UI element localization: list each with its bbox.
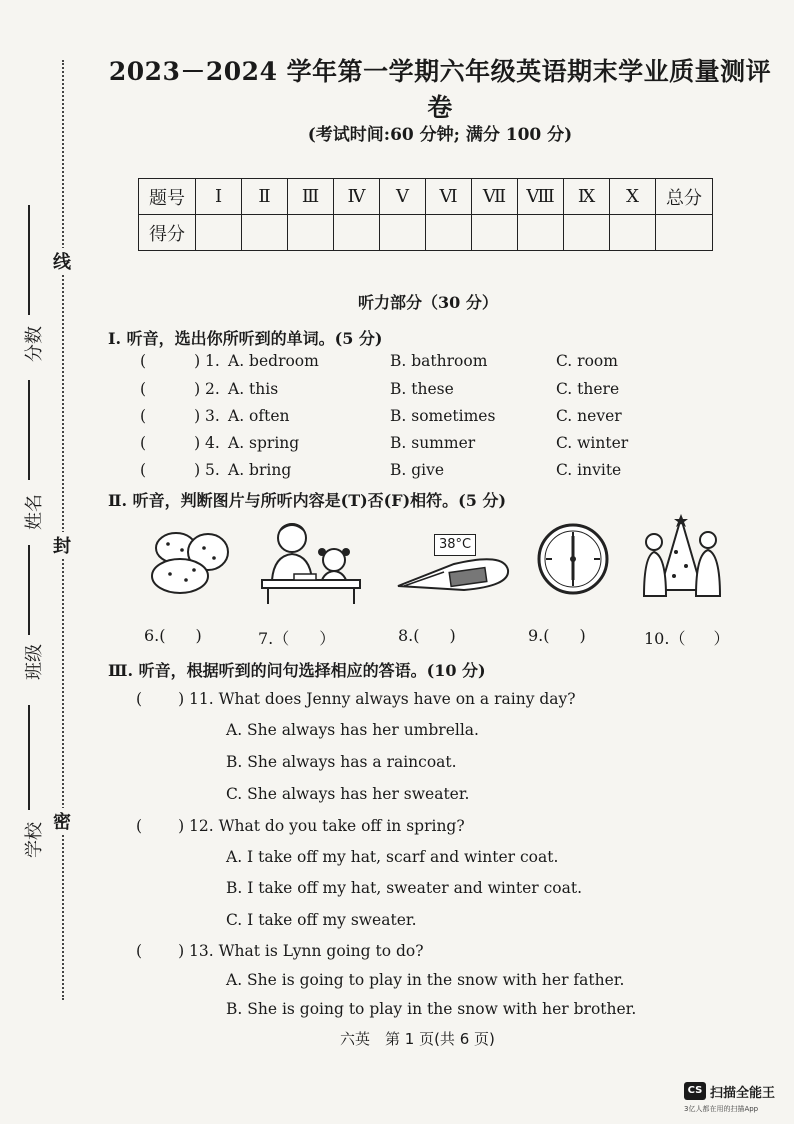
exam-title: 2023－2024 学年第一学期六年级英语期末学业质量测评卷 [108, 57, 772, 122]
option-a: A. She always has her umbrella. [226, 721, 479, 739]
section-2-heading: Ⅱ. 听音，判断图片与所听内容是(T)否(F)相符。(5 分) [108, 491, 507, 510]
option-a: A. bedroom [228, 352, 319, 370]
teacher-and-girl-image [258, 518, 364, 606]
score-cell[interactable] [472, 215, 518, 251]
option-c: C. invite [556, 461, 622, 479]
option-b: B. bathroom [390, 352, 488, 370]
answer-7[interactable]: 7.（ ） [258, 629, 336, 648]
table-cell: Ⅰ [196, 179, 242, 215]
score-cell[interactable] [196, 215, 242, 251]
answer-8[interactable]: 8.( ) [398, 626, 456, 645]
table-cell: Ⅵ [426, 179, 472, 215]
table-cell: 得分 [139, 215, 196, 251]
camscanner-name: 扫描全能王 [710, 1086, 776, 1101]
score-cell[interactable] [288, 215, 334, 251]
table-cell: 总分 [656, 179, 713, 215]
score-table-score-row [139, 215, 713, 251]
answer-9[interactable]: 9.( ) [528, 626, 586, 645]
score-cell[interactable] [656, 215, 713, 251]
option-b: B. I take off my hat, sweater and winter coat. [226, 879, 583, 897]
table-cell: Ⅱ [242, 179, 288, 215]
seal-char-xian: 线 [53, 248, 71, 274]
score-cell[interactable] [610, 215, 656, 251]
listening-title: 听力部分（30 分） [358, 293, 498, 312]
binding-margin [0, 0, 100, 1124]
table-cell: Ⅸ [564, 179, 610, 215]
list-item: ( ) 4. [140, 434, 220, 452]
table-cell: Ⅷ [518, 179, 564, 215]
score-cell[interactable] [380, 215, 426, 251]
class-label: 班级 [24, 644, 45, 680]
answer-10[interactable]: 10.（ ） [644, 629, 730, 648]
christmas-tree-image [640, 512, 722, 602]
potatoes-image [146, 528, 234, 598]
question-12: ( ) 12. What do you take off in spring? [136, 817, 465, 835]
name-label: 姓名 [24, 494, 45, 530]
option-a: A. I take off my hat, scarf and winter coat. [226, 848, 559, 866]
name-blank[interactable] [28, 380, 30, 480]
table-cell: Ⅲ [288, 179, 334, 215]
school-label: 学校 [24, 822, 45, 858]
score-blank[interactable] [28, 205, 30, 315]
seal-char-mi: 密 [53, 808, 71, 834]
option-a: A. bring [228, 461, 292, 479]
exam-subtitle: (考试时间:60 分钟; 满分 100 分) [307, 125, 573, 145]
score-cell[interactable] [518, 215, 564, 251]
camscanner-logo: CS [684, 1082, 706, 1100]
camscanner-slogan: 3亿人都在用的扫描App [684, 1105, 759, 1113]
score-table [138, 178, 713, 251]
score-cell[interactable] [334, 215, 380, 251]
option-b: B. these [390, 380, 454, 398]
section-3-heading: Ⅲ. 听音，根据听到的问句选择相应的答语。(10 分) [108, 661, 486, 680]
class-blank[interactable] [28, 545, 30, 635]
thermometer-icon [394, 556, 512, 600]
option-b: B. She is going to play in the snow with her brother. [226, 1000, 637, 1018]
table-cell: Ⅳ [334, 179, 380, 215]
table-cell: Ⅹ [610, 179, 656, 215]
list-item: ( ) 3. [140, 407, 220, 425]
score-cell[interactable] [242, 215, 288, 251]
score-table-header-row [139, 179, 713, 215]
thermometer-reading: 38°C [434, 534, 476, 556]
option-a: A. this [228, 380, 279, 398]
list-item: ( ) 1. [140, 352, 220, 370]
option-a: A. spring [228, 434, 300, 452]
list-item: ( ) 5. [140, 461, 220, 479]
score-label: 分数 [24, 326, 45, 362]
option-b: B. sometimes [390, 407, 496, 425]
table-cell: 题号 [139, 179, 196, 215]
section-1-heading: Ⅰ. 听音，选出你所听到的单词。(5 分) [108, 329, 383, 348]
question-13: ( ) 13. What is Lynn going to do? [136, 942, 424, 960]
option-c: C. winter [556, 434, 629, 452]
option-c: C. there [556, 380, 620, 398]
seal-line [62, 60, 64, 1000]
option-c: C. She always has her sweater. [226, 785, 470, 803]
option-c: C. room [556, 352, 618, 370]
option-b: B. give [390, 461, 445, 479]
option-b: B. summer [390, 434, 476, 452]
option-c: C. I take off my sweater. [226, 911, 417, 929]
question-11: ( ) 11. What does Jenny always have on a rainy day? [136, 690, 576, 708]
answer-6[interactable]: 6.( ) [144, 626, 202, 645]
table-cell: Ⅴ [380, 179, 426, 215]
option-a: A. She is going to play in the snow with her father. [226, 971, 625, 989]
option-c: C. never [556, 407, 622, 425]
clock-icon [536, 522, 610, 596]
option-b: B. She always has a raincoat. [226, 753, 457, 771]
score-cell[interactable] [426, 215, 472, 251]
list-item: ( ) 2. [140, 380, 220, 398]
option-a: A. often [228, 407, 290, 425]
seal-char-feng: 封 [53, 532, 71, 558]
score-cell[interactable] [564, 215, 610, 251]
table-cell: Ⅶ [472, 179, 518, 215]
school-blank[interactable] [28, 705, 30, 810]
page-footer: 六英 第 1 页(共 6 页) [340, 1030, 495, 1048]
